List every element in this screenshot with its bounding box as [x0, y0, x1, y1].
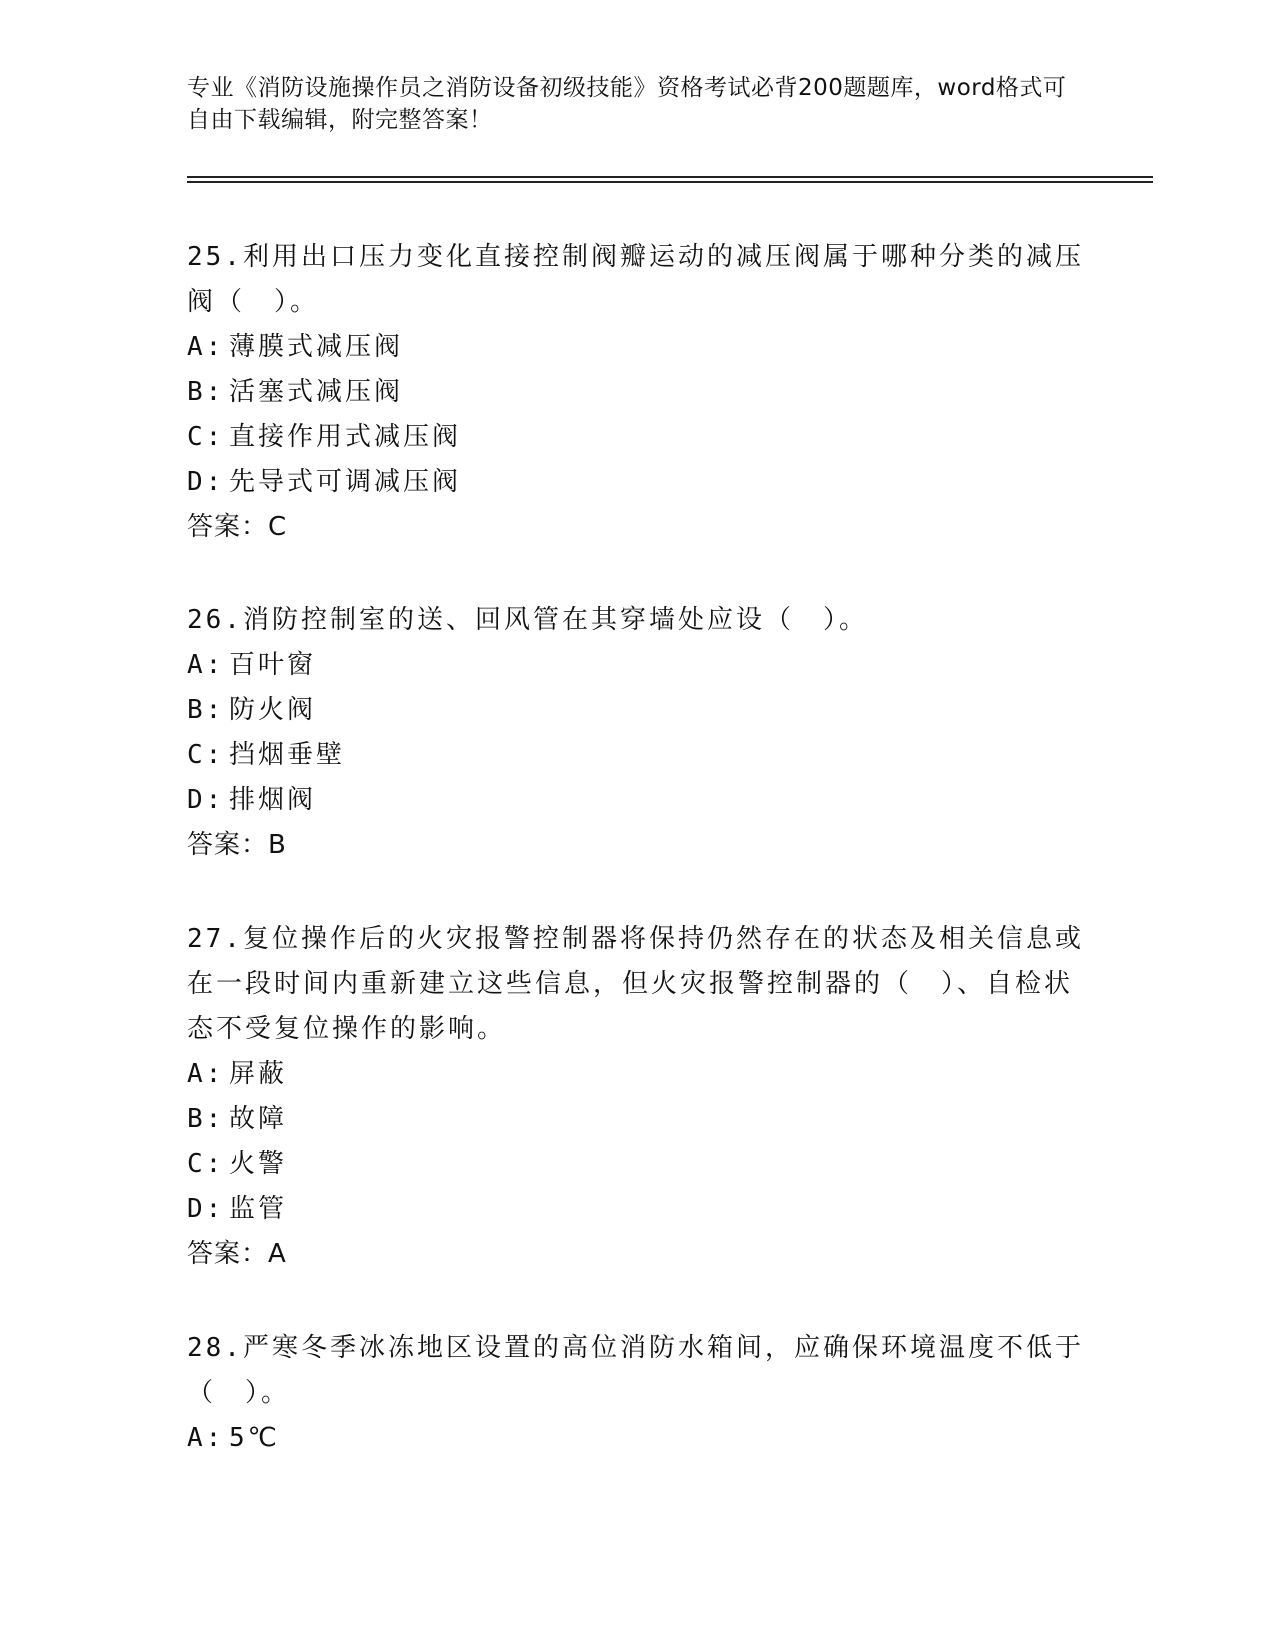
- option-key: D:: [187, 467, 225, 497]
- question-text: 28.严寒冬季冰冻地区设置的高位消防水箱间，应确保环境温度不低于（ ）。: [187, 1333, 1084, 1408]
- option-c: [187, 733, 1087, 778]
- option-key: C:: [187, 740, 225, 770]
- option-key: B:: [187, 377, 225, 407]
- option-text: 5℃: [229, 1423, 280, 1453]
- question-26: [187, 598, 1087, 868]
- answer: 答案：C: [187, 512, 288, 542]
- option-c: [187, 415, 1087, 460]
- answer: 答案：A: [187, 1239, 287, 1269]
- option-a: [187, 1416, 1087, 1461]
- answer: 答案：B: [187, 830, 287, 860]
- option-d: [187, 778, 1087, 823]
- question-text: 27.复位操作后的火灾报警控制器将保持仍然存在的状态及相关信息或在一段时间内重新建立这些信息，但火灾报警控制器的（ ）、自检状态不受复位操作的影响。: [187, 924, 1084, 1044]
- option-a: [187, 325, 1087, 370]
- option-key: A:: [187, 332, 225, 362]
- option-b: [187, 370, 1087, 415]
- header-divider-bottom: [187, 181, 1153, 183]
- option-text: 活塞式减压阀: [229, 377, 404, 407]
- option-text: 薄膜式减压阀: [229, 332, 404, 362]
- option-text: 直接作用式减压阀: [229, 422, 462, 452]
- option-text: 排烟阀: [229, 785, 317, 815]
- option-key: B:: [187, 1104, 225, 1134]
- option-b: [187, 688, 1087, 733]
- option-text: 挡烟垂壁: [229, 740, 346, 770]
- document-header: 专业《消防设施操作员之消防设备初级技能》资格考试必背200题题库，word格式可自由下载编辑，附完整答案！: [187, 75, 1067, 133]
- option-a: [187, 643, 1087, 688]
- question-text: 25.利用出口压力变化直接控制阀瓣运动的减压阀属于哪种分类的减压阀（ ）。: [187, 242, 1084, 317]
- question-25: [187, 235, 1087, 550]
- option-key: D:: [187, 1194, 225, 1224]
- question-27: [187, 917, 1087, 1277]
- option-text: 故障: [229, 1104, 288, 1134]
- header-divider-top: [187, 176, 1153, 178]
- option-c: [187, 1142, 1087, 1187]
- option-key: C:: [187, 422, 225, 452]
- option-key: A:: [187, 1423, 225, 1453]
- option-d: [187, 1187, 1087, 1232]
- option-text: 先导式可调减压阀: [229, 467, 462, 497]
- option-key: A:: [187, 650, 225, 680]
- option-text: 火警: [229, 1149, 288, 1179]
- option-key: D:: [187, 785, 225, 815]
- question-text: 26.消防控制室的送、回风管在其穿墙处应设（ ）。: [187, 605, 868, 635]
- question-28: [187, 1326, 1087, 1461]
- option-d: [187, 460, 1087, 505]
- option-text: 屏蔽: [229, 1059, 288, 1089]
- option-text: 监管: [229, 1194, 288, 1224]
- option-text: 百叶窗: [229, 650, 317, 680]
- option-a: [187, 1052, 1087, 1097]
- option-key: B:: [187, 695, 225, 725]
- option-b: [187, 1097, 1087, 1142]
- option-key: C:: [187, 1149, 225, 1179]
- option-text: 防火阀: [229, 695, 317, 725]
- option-key: A:: [187, 1059, 225, 1089]
